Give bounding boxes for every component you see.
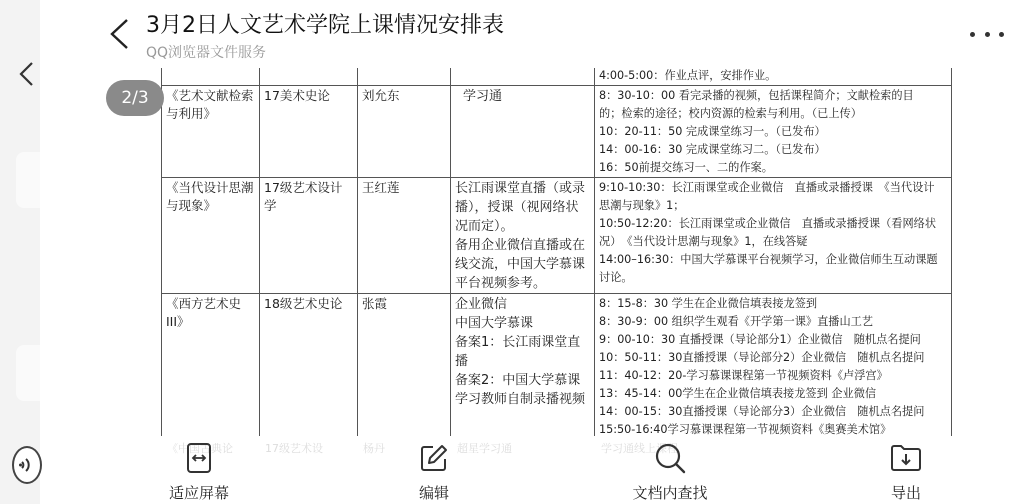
- fit-screen-button[interactable]: [149, 442, 249, 503]
- schedule-line: 10：50-11：30直播授课（导论部分2）企业微信 随机点名提问: [599, 351, 925, 364]
- teaching-method: 备用企业微信直播或在线交流，中国大学慕课平台视频参考。: [455, 238, 586, 291]
- export-label: 导出: [890, 484, 921, 502]
- schedule-line: 14：00-16：30 完成课堂练习二。（已发布）: [599, 143, 826, 156]
- back-icon[interactable]: [104, 14, 134, 54]
- teaching-method: 学习通: [463, 89, 503, 104]
- class-name: 17级艺术设计学: [264, 180, 343, 213]
- class-name: 17美术史论: [264, 88, 330, 103]
- schedule-line: 10:50-12:20：长江雨课堂或企业微信 直播或录播授课（看网络状: [599, 217, 937, 230]
- app-back-icon[interactable]: [12, 58, 40, 90]
- schedule-line: 况） 《当代设计思潮与现象》1，在线答疑: [599, 235, 808, 248]
- top-header: [40, 0, 1024, 68]
- schedule-line: 15:50-16:40学习慕课课程第一节视频资料《奥赛美术馆》: [599, 423, 892, 436]
- schedule-line: 14：00-15：30直播授课（导论部分3）企业微信 随机点名提问: [599, 405, 925, 418]
- schedule-line: 学习通线上课程: [601, 442, 678, 455]
- course-name: 《艺术文献检索与利用》: [166, 88, 254, 121]
- schedule-line: 8：30-10：00 看完录播的视频，包括课程简介；文献检索的目: [599, 89, 914, 102]
- table-row: [162, 86, 952, 178]
- schedule-line: 4:00-5:00：作业点评，安排作业。: [599, 69, 777, 82]
- course-name: 《西方艺术史III》: [166, 296, 242, 329]
- schedule-line: 的；检索的途径；校内资源的检索与利用。（已上传）: [599, 107, 862, 120]
- teacher-name: 刘允东: [362, 88, 400, 103]
- course-name: 《当代设计思潮与现象》: [166, 180, 254, 213]
- table-row: [162, 68, 952, 86]
- schedule-line: 9：00-10：30 直播授课（导论部分1）企业微信 随机点名提问: [599, 333, 921, 346]
- schedule-line: 14:00–16:30：中国大学慕课平台视频学习，企业微信师生互动课题: [599, 253, 938, 266]
- schedule-line: 讨论。: [599, 271, 633, 284]
- class-name: 18级艺术史论: [264, 296, 343, 311]
- find-label: 文档内查找: [632, 484, 708, 502]
- export-folder-icon: [890, 442, 922, 474]
- side-tab[interactable]: [16, 152, 40, 208]
- export-button[interactable]: [856, 442, 956, 503]
- faded-table-row: [161, 436, 955, 504]
- document-view[interactable]: [80, 68, 1024, 436]
- fit-screen-label: 适应屏幕: [168, 484, 229, 502]
- audio-read-icon[interactable]: [12, 446, 42, 484]
- teaching-method: 超星学习通: [457, 442, 512, 455]
- schedule-line: 思潮与现象》1；: [599, 199, 685, 212]
- find-in-document-button[interactable]: [620, 442, 720, 503]
- teaching-method: 备案2：中国大学慕课学习教师自制录播视频: [455, 373, 586, 407]
- table-row: [162, 178, 952, 294]
- class-name: 17级艺术设: [265, 442, 323, 455]
- page-subtitle: QQ浏览器文件服务: [146, 45, 267, 61]
- teacher-name: 王红莲: [362, 180, 400, 195]
- schedule-line: 11：40-12：20-学习慕课课程第一节视频资料《卢浮宫》: [599, 369, 888, 382]
- course-name: 《中国古典论: [167, 442, 233, 455]
- schedule-line: 10：20-11：50 完成课堂练习一。（已发布）: [599, 125, 826, 138]
- schedule-line: 8：30-9：00 组织学生观看《开学第一课》直播山工艺: [599, 315, 874, 328]
- search-icon: [654, 442, 686, 474]
- bottom-toolbar: [80, 436, 1024, 504]
- fit-screen-icon: [183, 442, 215, 474]
- side-tab[interactable]: [16, 345, 40, 401]
- schedule-line: 16：50前提交练习一、二的作案。: [599, 161, 773, 174]
- left-gutter: [0, 0, 40, 504]
- edit-button[interactable]: [384, 442, 484, 503]
- teaching-method: 企业微信: [455, 297, 508, 312]
- teacher-name: 杨丹: [363, 442, 385, 455]
- schedule-line: 13：45-14：00学生在企业微信填表接龙签到 企业微信: [599, 387, 877, 400]
- more-menu-icon[interactable]: [970, 22, 1004, 46]
- teaching-method: 备案1：长江雨课堂直播: [455, 335, 581, 369]
- teacher-name: 张霞: [362, 296, 388, 311]
- schedule-table: [161, 68, 952, 436]
- table-row: [162, 294, 952, 437]
- teaching-method: 中国大学慕课: [455, 316, 534, 331]
- teaching-method: 长江雨课堂直播（或录播），授课（视网络状况而定）。: [455, 181, 586, 234]
- schedule-line: 9:10-10:30：长江雨课堂或企业微信 直播或录播授课 《当代设计: [599, 181, 935, 194]
- schedule-line: 8：15-8：30 学生在企业微信填表接龙签到: [599, 297, 818, 310]
- edit-label: 编辑: [418, 484, 449, 502]
- page-indicator: 2/3: [106, 80, 164, 116]
- edit-icon: [418, 442, 450, 474]
- page-title: 3月2日人文艺术学院上课情况安排表: [146, 13, 504, 38]
